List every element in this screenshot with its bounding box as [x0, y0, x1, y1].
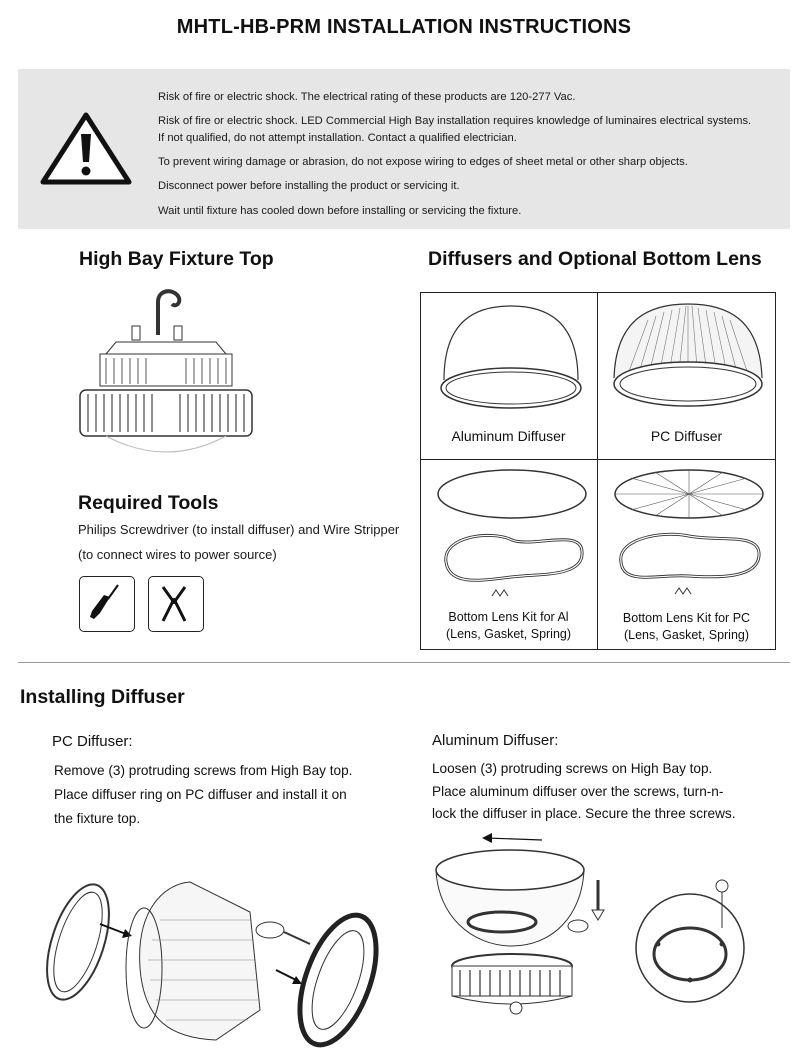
- warning-line: Wait until fixture has cooled down before installing or servicing the fixture.: [158, 205, 522, 217]
- pc-lens-kit-illustration: [609, 466, 769, 606]
- pc-install-line: Place diffuser ring on PC diffuser and install it on: [54, 787, 347, 802]
- screwdriver-icon: [79, 576, 135, 632]
- warning-line: Risk of fire or electric shock. The electrical rating of these products are 120-277 Vac.: [158, 91, 576, 103]
- grid-divider: [597, 292, 598, 650]
- kit-al-label: Bottom Lens Kit for Al: [448, 610, 569, 624]
- warning-line: To prevent wiring damage or abrasion, do not expose wiring to edges of sheet metal or other sharp objects.: [158, 156, 688, 168]
- warning-line: Risk of fire or electric shock. LED Commercial High Bay installation requires knowledge of luminaires electrical systems.: [158, 115, 752, 127]
- diffusers-heading: Diffusers and Optional Bottom Lens: [428, 248, 762, 270]
- pc-diffuser-illustration: [608, 300, 768, 416]
- fixture-top-heading: High Bay Fixture Top: [79, 248, 274, 270]
- pc-install-line: the fixture top.: [54, 811, 141, 826]
- page-title: MHTL-HB-PRM INSTALLATION INSTRUCTIONS: [176, 16, 632, 38]
- aluminum-diffuser-label: Aluminum Diffuser: [451, 428, 566, 444]
- kit-al-sub: (Lens, Gasket, Spring): [445, 627, 572, 641]
- installing-heading: Installing Diffuser: [20, 686, 185, 708]
- al-install-illustration: [432, 826, 782, 1060]
- warning-triangle-icon: [38, 110, 134, 188]
- grid-divider: [420, 459, 776, 460]
- pc-diffuser-label: PC Diffuser: [650, 428, 723, 444]
- aluminum-diffuser-illustration: [436, 300, 586, 416]
- kit-pc-sub: (Lens, Gasket, Spring): [623, 628, 750, 642]
- kit-pc-label: Bottom Lens Kit for PC: [622, 611, 751, 625]
- pc-install-title: PC Diffuser:: [52, 733, 133, 750]
- al-install-line: lock the diffuser in place. Secure the three screws.: [432, 806, 736, 821]
- section-divider: [18, 662, 790, 663]
- warning-line: Disconnect power before installing the product or servicing it.: [158, 180, 460, 192]
- al-install-line: Place aluminum diffuser over the screws, turn-n-: [432, 784, 724, 799]
- warning-line: If not qualified, do not attempt installation. Contact a qualified electrician.: [158, 132, 517, 144]
- pc-install-line: Remove (3) protruding screws from High Bay top.: [54, 763, 353, 778]
- al-install-title: Aluminum Diffuser:: [432, 732, 559, 749]
- tools-line-2: (to connect wires to power source): [78, 547, 277, 562]
- pc-install-illustration: [40, 860, 390, 1056]
- tools-heading: Required Tools: [78, 492, 219, 514]
- fixture-top-illustration: [76, 280, 256, 460]
- al-lens-kit-illustration: [432, 466, 592, 606]
- wire-stripper-icon: [148, 576, 204, 632]
- tools-line-1: Philips Screwdriver (to install diffuser) and Wire Stripper: [78, 522, 400, 537]
- al-install-line: Loosen (3) protruding screws on High Bay top.: [432, 761, 713, 776]
